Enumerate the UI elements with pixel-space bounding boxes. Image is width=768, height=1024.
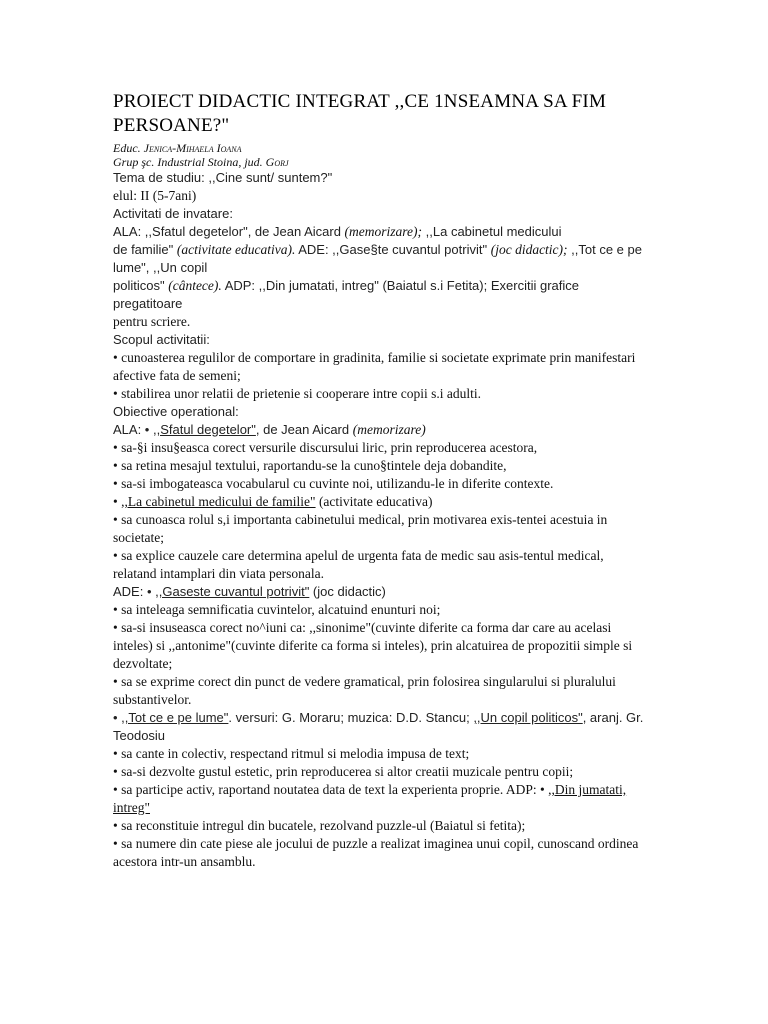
- text-segment: de familie": [113, 242, 177, 257]
- text-segment: relatand intamplari din viata personala.: [113, 566, 325, 581]
- underlined-title: ,,Un copil politicos": [473, 710, 583, 725]
- text-segment: • sa explice cauzele care determina apelul de urgenta fata de medic sau asis-tentul medical,: [113, 548, 604, 563]
- text-segment: • sa-si dezvolte gustul estetic, prin reproducerea si altor creatii muzicale pentru copii;: [113, 764, 574, 779]
- text-segment: • sa inteleaga semnificatia cuvintelor, alcatuind enunturi noi;: [113, 602, 441, 617]
- text-segment: pregatitoare: [113, 296, 183, 311]
- text-line: [113, 403, 658, 421]
- document: [113, 90, 658, 871]
- text-segment: (joc didactic): [309, 584, 386, 599]
- text-line: [113, 781, 658, 799]
- text-segment: Obiective operational:: [113, 404, 239, 419]
- text-line: [113, 223, 658, 241]
- text-line: [113, 529, 658, 547]
- text-line: [113, 241, 658, 259]
- text-segment: • sa se exprime corect din punct de vedere gramatical, prin folosirea singularului si pluralului: [113, 674, 616, 689]
- text-line: [113, 799, 658, 817]
- text-line: [113, 367, 658, 385]
- text-line: [113, 655, 658, 673]
- text-line: [113, 817, 658, 835]
- educ-label: Educ.: [113, 141, 144, 155]
- text-segment: pentru scriere.: [113, 314, 191, 329]
- text-line: [113, 601, 658, 619]
- text-line: [113, 619, 658, 637]
- document-title: [113, 90, 658, 138]
- text-segment: , aranj. Gr.: [582, 710, 644, 725]
- text-segment: • sa retina mesajul textului, raportandu-se la cuno§tintele deja dobandite,: [113, 458, 507, 473]
- author-line: [113, 141, 658, 155]
- text-line: [113, 439, 658, 457]
- text-segment: dezvoltate;: [113, 656, 173, 671]
- text-segment: • sa reconstituie intregul din bucatele, rezolvand puzzle-ul (Baiatul si fetita);: [113, 818, 526, 833]
- text-line: [113, 727, 658, 745]
- text-segment: •: [113, 494, 122, 509]
- text-segment: (activitate educativa).: [176, 242, 296, 257]
- text-line: [113, 313, 658, 331]
- text-line: [113, 637, 658, 655]
- text-segment: ADP: ,,Din jumatati, intreg" (Baiatul s.i Fetita); Exercitii grafice: [221, 278, 579, 293]
- text-line: [113, 331, 658, 349]
- text-segment: • stabilirea unor relatii de prietenie si cooperare intre copii s.i adulti.: [113, 386, 481, 401]
- text-segment: substantivelor.: [113, 692, 192, 707]
- text-segment: • sa cunoasca rolul s,i importanta cabinetului medical, prin motivarea exis-tentei acestuia in: [113, 512, 608, 527]
- underlined-title: intreg": [113, 800, 150, 815]
- text-line: [113, 547, 658, 565]
- text-segment: (memorizare): [352, 422, 426, 437]
- text-line: [113, 745, 658, 763]
- text-line: [113, 835, 658, 853]
- text-segment: elul: II (5-7ani): [113, 188, 197, 203]
- text-segment: • sa-si imbogateasca vocabularul cu cuvinte noi, utilizandu-le in diferite contexte.: [113, 476, 554, 491]
- text-segment: • sa cante in colectiv, respectand ritmul si melodia impusa de text;: [113, 746, 470, 761]
- text-segment: , de Jean Aicard: [255, 422, 353, 437]
- text-segment: ALA: •: [113, 422, 153, 437]
- text-segment: •: [113, 710, 122, 725]
- underlined-title: ,,Gaseste cuvantul potrivit": [155, 584, 310, 599]
- text-segment: lume", ,,Un copil: [113, 260, 208, 275]
- author-name: Jenica-Mihaela Ioana: [143, 141, 242, 155]
- text-segment: ALA: ,,Sfatul degetelor", de Jean Aicard: [113, 224, 345, 239]
- text-segment: (cântece).: [168, 278, 222, 293]
- text-segment: • sa-si insuseasca corect no^iuni ca: ,,sinonime"(cuvinte diferite ca forma dar care au acelasi: [113, 620, 612, 635]
- text-segment: Tema de studiu: ,,Cine sunt/ suntem?": [113, 170, 333, 185]
- text-line: [113, 421, 658, 439]
- text-line: [113, 583, 658, 601]
- text-line: [113, 169, 658, 187]
- school-name: Grup şc. Industrial Stoina, jud.: [113, 155, 266, 169]
- text-line: [113, 691, 658, 709]
- school-line: [113, 155, 658, 169]
- text-segment: acestora intr-un ansamblu.: [113, 854, 256, 869]
- text-segment: • sa participe activ, raportand noutatea data de text la experienta proprie. ADP: •: [113, 782, 549, 797]
- text-line: [113, 385, 658, 403]
- text-line: [113, 457, 658, 475]
- text-segment: societate;: [113, 530, 164, 545]
- text-segment: Activitati de invatare:: [113, 206, 233, 221]
- text-line: [113, 709, 658, 727]
- text-line: [113, 187, 658, 205]
- text-segment: . versuri: G. Moraru; muzica: D.D. Stancu;: [228, 710, 474, 725]
- text-line: [113, 295, 658, 313]
- text-line: [113, 277, 658, 295]
- document-body: [113, 169, 658, 871]
- text-segment: • sa-§i insu§easca corect versurile discursului liric, prin reproducerea acestora,: [113, 440, 538, 455]
- text-line: [113, 349, 658, 367]
- text-segment: (memorizare);: [344, 224, 423, 239]
- text-segment: ADE: ,,Gase§te cuvantul potrivit": [295, 242, 491, 257]
- text-line: [113, 493, 658, 511]
- text-line: [113, 673, 658, 691]
- underlined-title: ,,Din jumatati,: [548, 782, 627, 797]
- text-segment: (activitate educativa): [315, 494, 433, 509]
- text-line: [113, 475, 658, 493]
- text-segment: ,,La cabinetul medicului: [422, 224, 562, 239]
- text-line: [113, 511, 658, 529]
- text-line: [113, 763, 658, 781]
- underlined-title: ,,Tot ce e pe lume": [121, 710, 229, 725]
- underlined-title: ,,La cabinetul medicului de familie": [121, 494, 316, 509]
- text-segment: Teodosiu: [113, 728, 166, 743]
- title-line-2: PERSOANE?": [113, 115, 230, 136]
- text-segment: inteles) si ,,antonime"(cuvinte diferite ca forma si inteles), prin alcatuirea de propozitii simple si: [113, 638, 633, 653]
- text-segment: politicos": [113, 278, 169, 293]
- text-segment: • cunoasterea regulilor de comportare in gradinita, familie si societate exprimate prin manifestari: [113, 350, 636, 365]
- text-segment: ,,Tot ce e pe: [567, 242, 642, 257]
- text-line: [113, 205, 658, 223]
- underlined-title: ,,Sfatul degetelor": [152, 422, 256, 437]
- text-line: [113, 565, 658, 583]
- text-segment: (joc didactic);: [490, 242, 568, 257]
- text-segment: • sa numere din cate piese ale jocului de puzzle a realizat imaginea unui copil, cunoscand ordinea: [113, 836, 639, 851]
- title-line-1: PROIECT DIDACTIC INTEGRAT ,,CE 1NSEAMNA SA FIM: [113, 91, 607, 112]
- text-line: [113, 853, 658, 871]
- text-segment: ADE: •: [113, 584, 156, 599]
- county-name: Gorj: [265, 155, 289, 169]
- text-line: [113, 259, 658, 277]
- text-segment: afective fata de semeni;: [113, 368, 241, 383]
- text-segment: Scopul activitatii:: [113, 332, 210, 347]
